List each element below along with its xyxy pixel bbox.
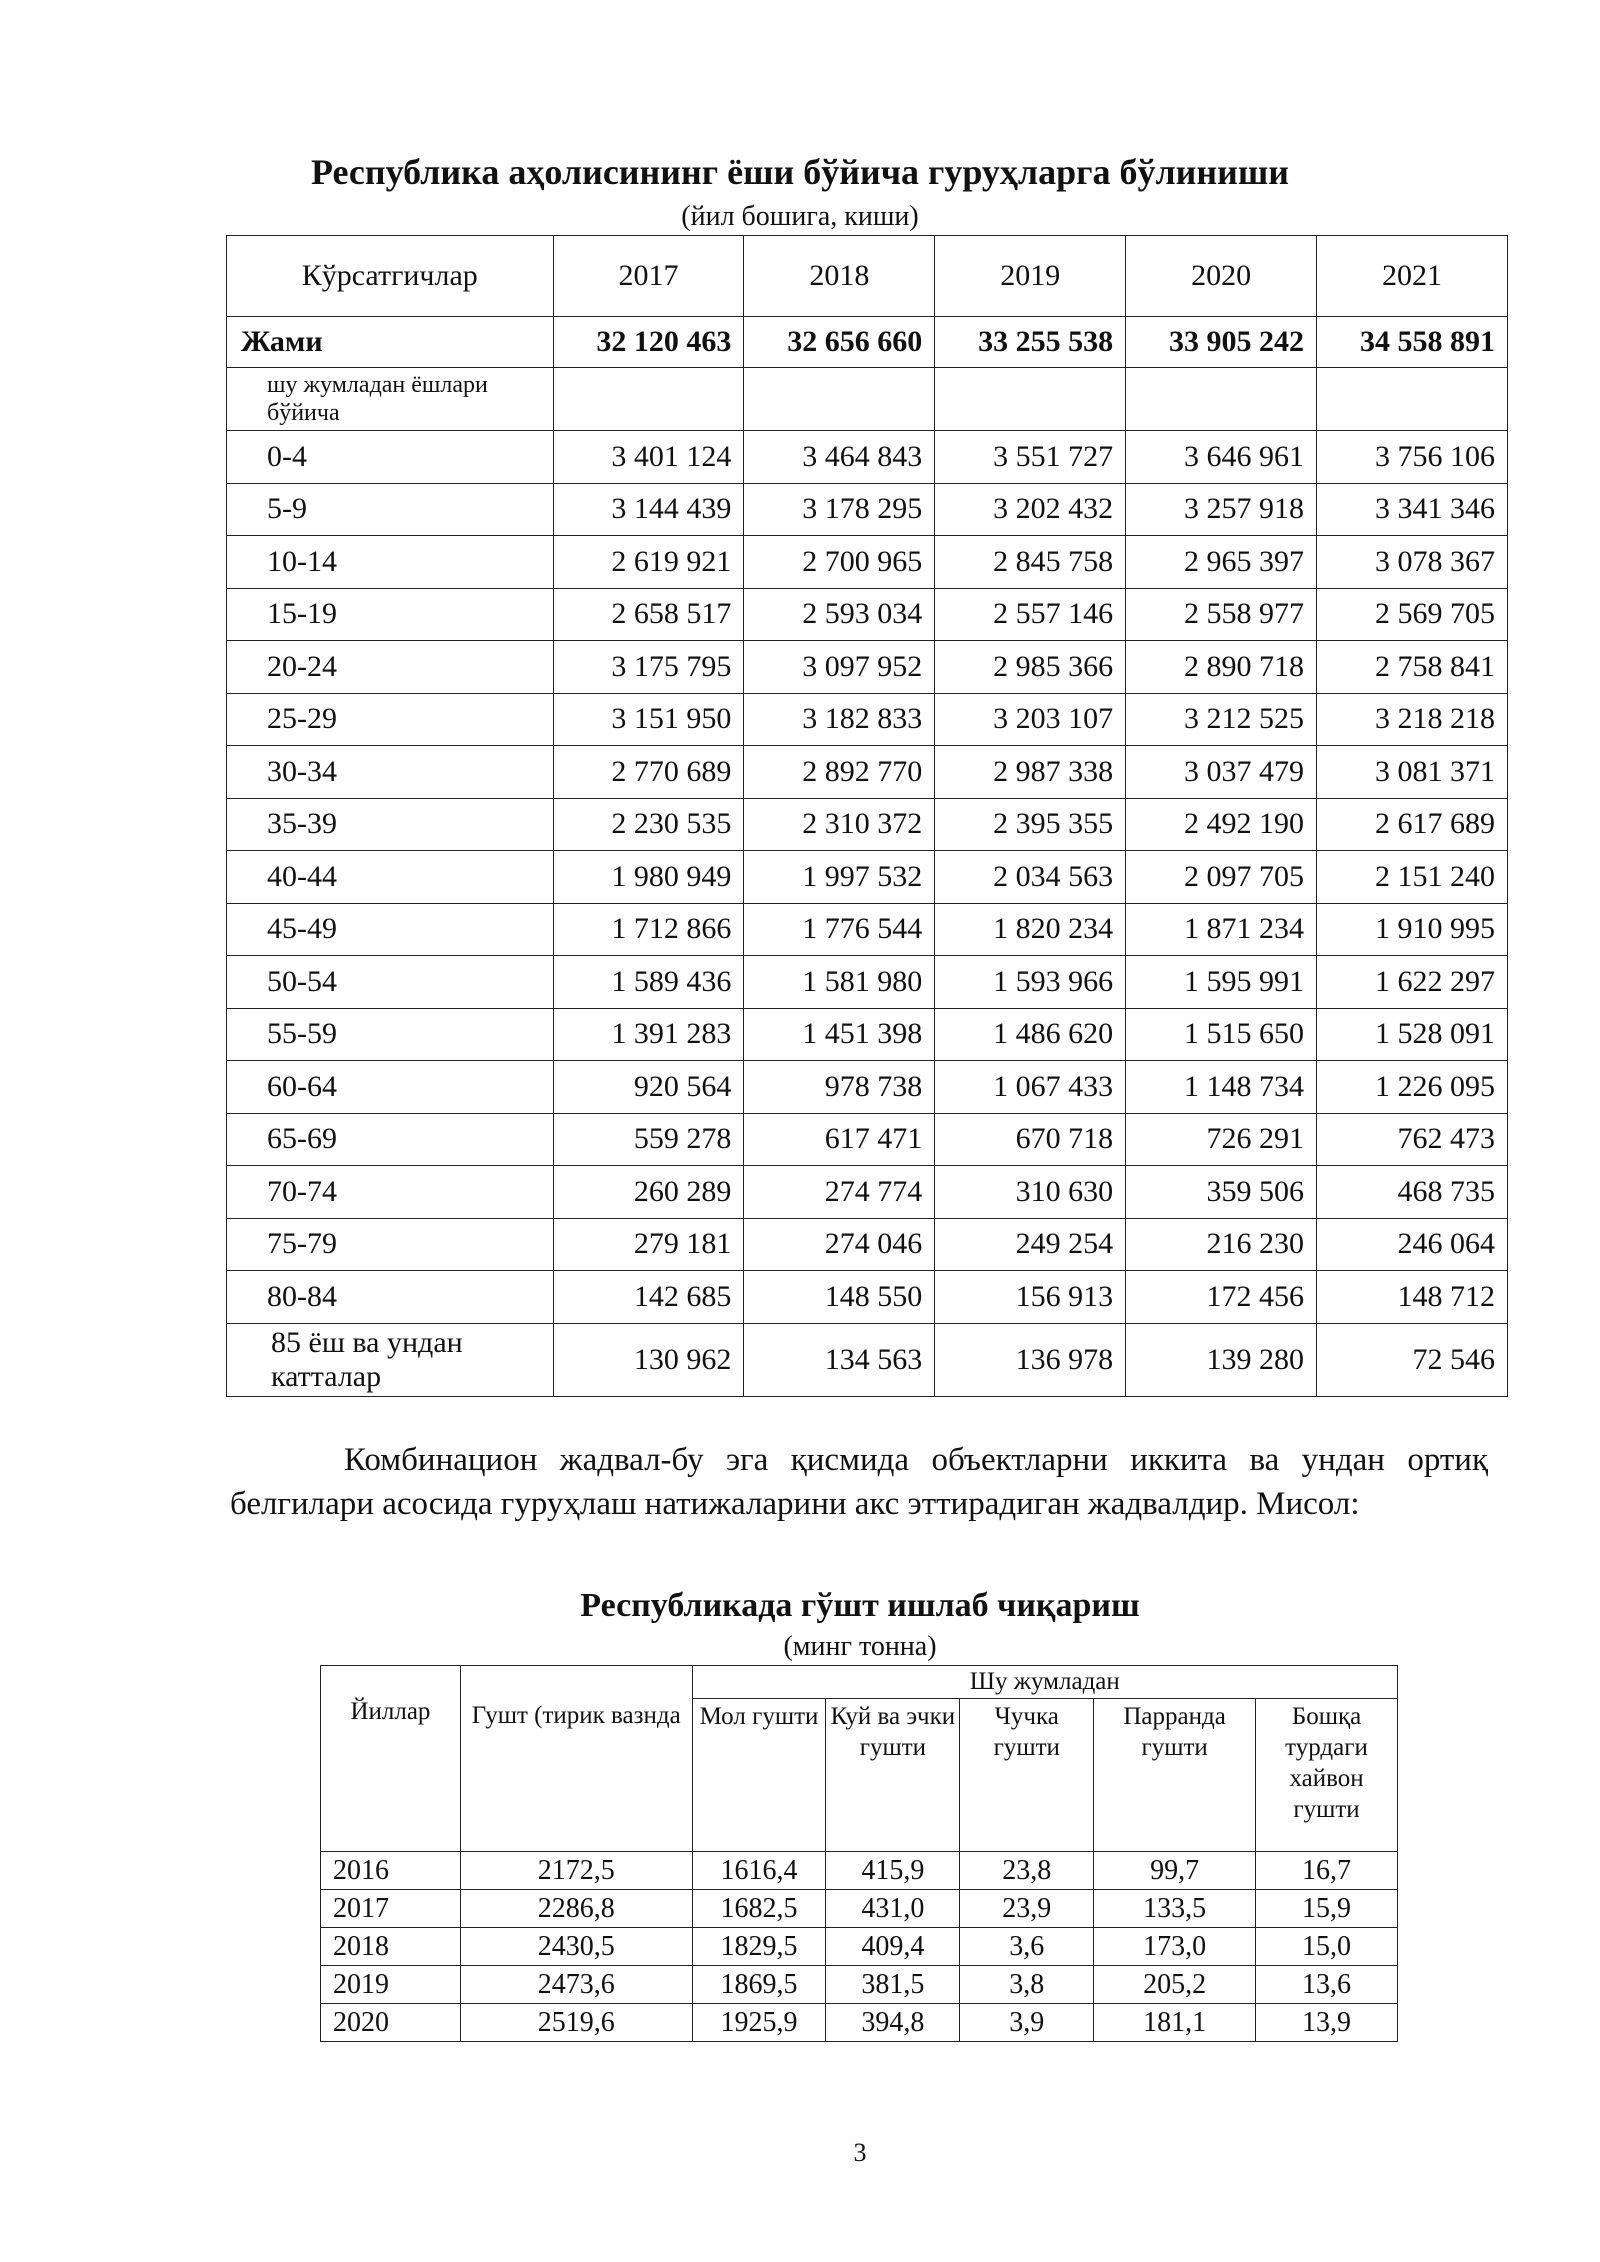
total-value: 32 120 463 <box>553 317 744 368</box>
population-value: 670 718 <box>935 1113 1126 1166</box>
population-value: 3 341 346 <box>1317 483 1508 536</box>
meat-value: 2172,5 <box>460 1852 692 1890</box>
age-group-label: 5-9 <box>227 483 554 536</box>
population-value: 3 097 952 <box>744 641 935 694</box>
population-value: 3 218 218 <box>1317 693 1508 746</box>
meat-value: 415,9 <box>826 1852 960 1890</box>
header-year: 2021 <box>1317 236 1508 317</box>
age-group-label: 80-84 <box>227 1271 554 1324</box>
age-group-row <box>227 1008 1508 1061</box>
year-cell: 2020 <box>321 2004 461 2042</box>
age-group-row <box>227 1271 1508 1324</box>
subheading-label: шу жумладан ёшлари бўйича <box>227 368 554 431</box>
population-value: 2 700 965 <box>744 536 935 589</box>
population-value: 3 212 525 <box>1126 693 1317 746</box>
body-paragraph <box>230 1438 1488 1526</box>
population-value: 1 581 980 <box>744 956 935 1009</box>
population-value: 139 280 <box>1126 1323 1317 1396</box>
population-value: 3 037 479 <box>1126 746 1317 799</box>
header-years: Йиллар <box>321 1666 461 1852</box>
population-value: 1 589 436 <box>553 956 744 1009</box>
meat-value: 409,4 <box>826 1928 960 1966</box>
age-group-row <box>227 1113 1508 1166</box>
header-indicator: Кўрсатгичлар <box>227 236 554 317</box>
meat-value: 133,5 <box>1094 1890 1256 1928</box>
header-beef: Мол гушти <box>692 1699 826 1852</box>
meat-value: 23,9 <box>960 1890 1094 1928</box>
header-year: 2020 <box>1126 236 1317 317</box>
population-value: 2 965 397 <box>1126 536 1317 589</box>
age-group-label: 15-19 <box>227 588 554 641</box>
age-group-row <box>227 1166 1508 1219</box>
population-value: 3 551 727 <box>935 431 1126 484</box>
population-value: 2 034 563 <box>935 851 1126 904</box>
meat-value: 1682,5 <box>692 1890 826 1928</box>
age-group-label: 25-29 <box>227 693 554 746</box>
meat-value: 3,9 <box>960 2004 1094 2042</box>
population-value: 246 064 <box>1317 1218 1508 1271</box>
population-value: 2 890 718 <box>1126 641 1317 694</box>
age-group-row <box>227 1061 1508 1114</box>
population-value: 2 558 977 <box>1126 588 1317 641</box>
population-value: 1 515 650 <box>1126 1008 1317 1061</box>
meat-year-row <box>321 2004 1398 2042</box>
population-value: 3 178 295 <box>744 483 935 536</box>
population-value: 72 546 <box>1317 1323 1508 1396</box>
population-value: 3 078 367 <box>1317 536 1508 589</box>
population-value: 2 593 034 <box>744 588 935 641</box>
age-group-row <box>227 431 1508 484</box>
population-value: 1 820 234 <box>935 903 1126 956</box>
population-value: 1 067 433 <box>935 1061 1126 1114</box>
population-value: 260 289 <box>553 1166 744 1219</box>
population-value: 1 226 095 <box>1317 1061 1508 1114</box>
age-group-label: 45-49 <box>227 903 554 956</box>
population-value: 142 685 <box>553 1271 744 1324</box>
population-value: 1 776 544 <box>744 903 935 956</box>
empty-cell <box>1126 368 1317 431</box>
meat-value: 99,7 <box>1094 1852 1256 1890</box>
population-value: 1 528 091 <box>1317 1008 1508 1061</box>
meat-value: 1616,4 <box>692 1852 826 1890</box>
population-value: 1 593 966 <box>935 956 1126 1009</box>
total-row <box>227 317 1508 368</box>
age-group-row <box>227 1218 1508 1271</box>
population-value: 1 486 620 <box>935 1008 1126 1061</box>
population-value: 2 985 366 <box>935 641 1126 694</box>
meat-year-row <box>321 1852 1398 1890</box>
population-value: 310 630 <box>935 1166 1126 1219</box>
meat-value: 15,9 <box>1256 1890 1398 1928</box>
population-value: 172 456 <box>1126 1271 1317 1324</box>
age-group-row <box>227 693 1508 746</box>
population-value: 3 464 843 <box>744 431 935 484</box>
population-value: 2 395 355 <box>935 798 1126 851</box>
meat-value: 16,7 <box>1256 1852 1398 1890</box>
population-value: 1 910 995 <box>1317 903 1508 956</box>
population-value: 2 617 689 <box>1317 798 1508 851</box>
meat-value: 205,2 <box>1094 1966 1256 2004</box>
age-group-row <box>227 536 1508 589</box>
meat-value: 2473,6 <box>460 1966 692 2004</box>
population-table <box>226 235 1508 1397</box>
age-group-row <box>227 851 1508 904</box>
age-group-label: 30-34 <box>227 746 554 799</box>
age-group-label: 70-74 <box>227 1166 554 1219</box>
population-value: 1 997 532 <box>744 851 935 904</box>
age-group-label: 75-79 <box>227 1218 554 1271</box>
age-group-row <box>227 746 1508 799</box>
empty-cell <box>744 368 935 431</box>
population-value: 2 845 758 <box>935 536 1126 589</box>
population-value: 978 738 <box>744 1061 935 1114</box>
age-group-label: 0-4 <box>227 431 554 484</box>
age-group-row <box>227 641 1508 694</box>
meat-value: 15,0 <box>1256 1928 1398 1966</box>
meat-value: 1925,9 <box>692 2004 826 2042</box>
age-group-label: 35-39 <box>227 798 554 851</box>
population-value: 148 712 <box>1317 1271 1508 1324</box>
population-value: 1 148 734 <box>1126 1061 1317 1114</box>
population-value: 279 181 <box>553 1218 744 1271</box>
population-value: 2 987 338 <box>935 746 1126 799</box>
meat-value: 13,9 <box>1256 2004 1398 2042</box>
age-group-label: 40-44 <box>227 851 554 904</box>
population-value: 2 097 705 <box>1126 851 1317 904</box>
total-value: 33 905 242 <box>1126 317 1317 368</box>
population-value: 249 254 <box>935 1218 1126 1271</box>
header-other-meat: Бошқа турдаги хайвон гушти <box>1256 1699 1398 1852</box>
meat-value: 431,0 <box>826 1890 960 1928</box>
age-group-label: 20-24 <box>227 641 554 694</box>
age-group-row <box>227 798 1508 851</box>
header-mutton: Куй ва эчки гушти <box>826 1699 960 1852</box>
header-including: Шу жумладан <box>692 1666 1397 1699</box>
population-value: 2 557 146 <box>935 588 1126 641</box>
population-value: 2 619 921 <box>553 536 744 589</box>
year-cell: 2017 <box>321 1890 461 1928</box>
population-value: 1 980 949 <box>553 851 744 904</box>
meat-value: 13,6 <box>1256 1966 1398 2004</box>
population-value: 762 473 <box>1317 1113 1508 1166</box>
header-year: 2018 <box>744 236 935 317</box>
header-year: 2019 <box>935 236 1126 317</box>
year-cell: 2016 <box>321 1852 461 1890</box>
population-value: 3 081 371 <box>1317 746 1508 799</box>
age-group-row <box>227 1323 1508 1396</box>
population-value: 274 774 <box>744 1166 935 1219</box>
population-value: 1 595 991 <box>1126 956 1317 1009</box>
population-value: 1 622 297 <box>1317 956 1508 1009</box>
population-value: 1 451 398 <box>744 1008 935 1061</box>
total-value: 33 255 538 <box>935 317 1126 368</box>
meat-value: 2286,8 <box>460 1890 692 1928</box>
population-value: 274 046 <box>744 1218 935 1271</box>
population-value: 3 144 439 <box>553 483 744 536</box>
age-group-label: 65-69 <box>227 1113 554 1166</box>
population-value: 2 658 517 <box>553 588 744 641</box>
population-value: 920 564 <box>553 1061 744 1114</box>
meat-table-title: Республикада гўшт ишлаб чиқариш <box>580 1587 1140 1624</box>
age-group-row <box>227 483 1508 536</box>
empty-cell <box>1317 368 1508 431</box>
population-value: 130 962 <box>553 1323 744 1396</box>
population-value: 1 391 283 <box>553 1008 744 1061</box>
header-poultry: Парранда гушти <box>1094 1699 1256 1852</box>
meat-production-table <box>320 1665 1398 2042</box>
meat-value: 394,8 <box>826 2004 960 2042</box>
meat-value: 381,5 <box>826 1966 960 2004</box>
population-value: 468 735 <box>1317 1166 1508 1219</box>
population-value: 2 892 770 <box>744 746 935 799</box>
population-value: 1 871 234 <box>1126 903 1317 956</box>
population-value: 134 563 <box>744 1323 935 1396</box>
year-cell: 2018 <box>321 1928 461 1966</box>
population-value: 2 492 190 <box>1126 798 1317 851</box>
meat-year-row <box>321 1928 1398 1966</box>
population-value: 2 758 841 <box>1317 641 1508 694</box>
population-table-header <box>227 236 1508 317</box>
meat-year-row <box>321 1966 1398 2004</box>
age-group-label: 50-54 <box>227 956 554 1009</box>
header-pork: Чучка гушти <box>960 1699 1094 1852</box>
age-group-row <box>227 903 1508 956</box>
population-value: 1 712 866 <box>553 903 744 956</box>
population-table-subtitle: (йил бошига, киши) <box>681 201 919 232</box>
population-value: 359 506 <box>1126 1166 1317 1219</box>
population-value: 3 202 432 <box>935 483 1126 536</box>
total-value: 34 558 891 <box>1317 317 1508 368</box>
meat-value: 23,8 <box>960 1852 1094 1890</box>
total-value: 32 656 660 <box>744 317 935 368</box>
population-value: 3 401 124 <box>553 431 744 484</box>
population-value: 2 569 705 <box>1317 588 1508 641</box>
population-value: 559 278 <box>553 1113 744 1166</box>
subheading-row <box>227 368 1508 431</box>
meat-value: 181,1 <box>1094 2004 1256 2042</box>
population-value: 2 230 535 <box>553 798 744 851</box>
age-group-row <box>227 956 1508 1009</box>
empty-cell <box>935 368 1126 431</box>
population-value: 156 913 <box>935 1271 1126 1324</box>
population-value: 3 646 961 <box>1126 431 1317 484</box>
header-year: 2017 <box>553 236 744 317</box>
paragraph-text: Комбинацион жадвал-бу эга қисмида объектларни иккита ва ундан ортиқ белгилари асосида гуруҳлаш натижаларини акс эттирадиган жадвалдир. Мисол: <box>230 1442 1488 1522</box>
population-value: 3 203 107 <box>935 693 1126 746</box>
meat-value: 2430,5 <box>460 1928 692 1966</box>
age-group-row <box>227 588 1508 641</box>
population-value: 3 151 950 <box>553 693 744 746</box>
population-value: 2 770 689 <box>553 746 744 799</box>
meat-year-row <box>321 1890 1398 1928</box>
population-value: 3 182 833 <box>744 693 935 746</box>
age-group-label: 55-59 <box>227 1008 554 1061</box>
total-label: Жами <box>227 317 554 368</box>
population-value: 617 471 <box>744 1113 935 1166</box>
population-value: 3 756 106 <box>1317 431 1508 484</box>
population-value: 216 230 <box>1126 1218 1317 1271</box>
meat-value: 2519,6 <box>460 2004 692 2042</box>
page-number: 3 <box>853 2138 867 2167</box>
year-cell: 2019 <box>321 1966 461 2004</box>
meat-value: 173,0 <box>1094 1928 1256 1966</box>
population-value: 2 310 372 <box>744 798 935 851</box>
population-value: 726 291 <box>1126 1113 1317 1166</box>
population-value: 3 257 918 <box>1126 483 1317 536</box>
empty-cell <box>553 368 744 431</box>
population-value: 148 550 <box>744 1271 935 1324</box>
population-table-title: Республика аҳолисининг ёши бўйича гуруҳларга бўлиниши <box>310 152 1290 192</box>
population-value: 3 175 795 <box>553 641 744 694</box>
meat-value: 1829,5 <box>692 1928 826 1966</box>
meat-value: 3,8 <box>960 1966 1094 2004</box>
meat-table-subtitle: (минг тонна) <box>783 1631 937 1662</box>
header-meat-total: Гушт (тирик вазнда <box>460 1666 692 1852</box>
age-group-label: 85 ёш ва ундан катталар <box>227 1323 554 1396</box>
meat-value: 1869,5 <box>692 1966 826 2004</box>
meat-value: 3,6 <box>960 1928 1094 1966</box>
age-group-label: 60-64 <box>227 1061 554 1114</box>
population-value: 136 978 <box>935 1323 1126 1396</box>
population-value: 2 151 240 <box>1317 851 1508 904</box>
age-group-label: 10-14 <box>227 536 554 589</box>
